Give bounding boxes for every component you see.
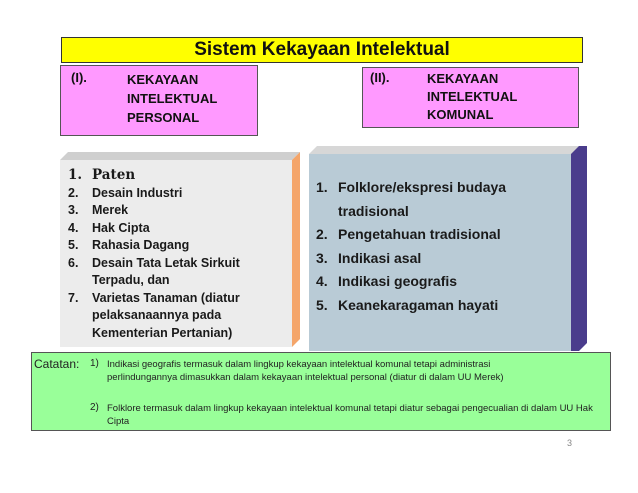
personal-panel: [60, 152, 300, 347]
list-item: 3. Indikasi asal: [316, 249, 422, 266]
category-personal-line: KEKAYAAN: [127, 72, 199, 87]
list-item: 1. Paten: [68, 167, 136, 183]
list-item: 4. Indikasi geografis: [316, 273, 458, 289]
category-komunal: [362, 67, 579, 128]
note-text: Folklore termasuk dalam lingkup kekayaan intelektual komunal tetapi diatur sebagai pengecualian di dalam UU Hak Cipta: [107, 403, 593, 428]
list-item: 7. Varietas Tanaman (diatur pelaksanaannya pada Kementerian Pertanian): [68, 290, 240, 340]
list-item: 5. Rahasia Dagang: [68, 238, 190, 252]
category-personal: [60, 65, 258, 136]
personal-panel-side: [292, 152, 300, 347]
list-item: 1. Folklore/ekspresi budaya tradisional: [316, 179, 507, 219]
note-number: 2): [90, 402, 99, 413]
note-text: Indikasi geografis termasuk dalam lingkup kekayaan intelektual komunal tetapi administrasi perlindungannya dimasukkan dalam kekayaan intelektual personal (diatur di dalam UU Merek): [107, 359, 504, 384]
list-item: 5. Keanekaragaman hayati: [316, 296, 499, 313]
page-number: 3: [567, 438, 573, 448]
note-lead: Catatan:: [34, 357, 80, 371]
category-personal-line: PERSONAL: [127, 110, 200, 125]
list-item: 2. Desain Industri: [68, 185, 183, 200]
list-item: 4. Hak Cipta: [68, 220, 150, 235]
komunal-list: [316, 176, 568, 317]
personal-list: [68, 167, 288, 342]
category-komunal-number: (II).: [370, 70, 390, 85]
list-item: 6. Desain Tata Letak Sirkuit Terpadu, dan: [68, 255, 240, 287]
komunal-panel: [309, 146, 587, 351]
category-personal-label: [127, 70, 217, 127]
title-banner: [61, 37, 583, 63]
category-komunal-line: KOMUNAL: [427, 107, 494, 122]
category-personal-number: (I).: [71, 70, 87, 85]
category-komunal-label: [427, 70, 517, 124]
note-box: [31, 352, 611, 431]
page-title: Sistem Kekayaan Intelektual: [194, 39, 450, 60]
category-komunal-line: INTELEKTUAL: [427, 89, 518, 104]
note-number: 1): [90, 358, 99, 369]
list-item: 2. Pengetahuan tradisional: [316, 226, 501, 242]
category-komunal-line: KEKAYAAN: [427, 71, 499, 86]
category-personal-line: INTELEKTUAL: [127, 91, 218, 106]
list-item: 3. Merek: [68, 203, 129, 217]
komunal-panel-side: [571, 146, 587, 351]
